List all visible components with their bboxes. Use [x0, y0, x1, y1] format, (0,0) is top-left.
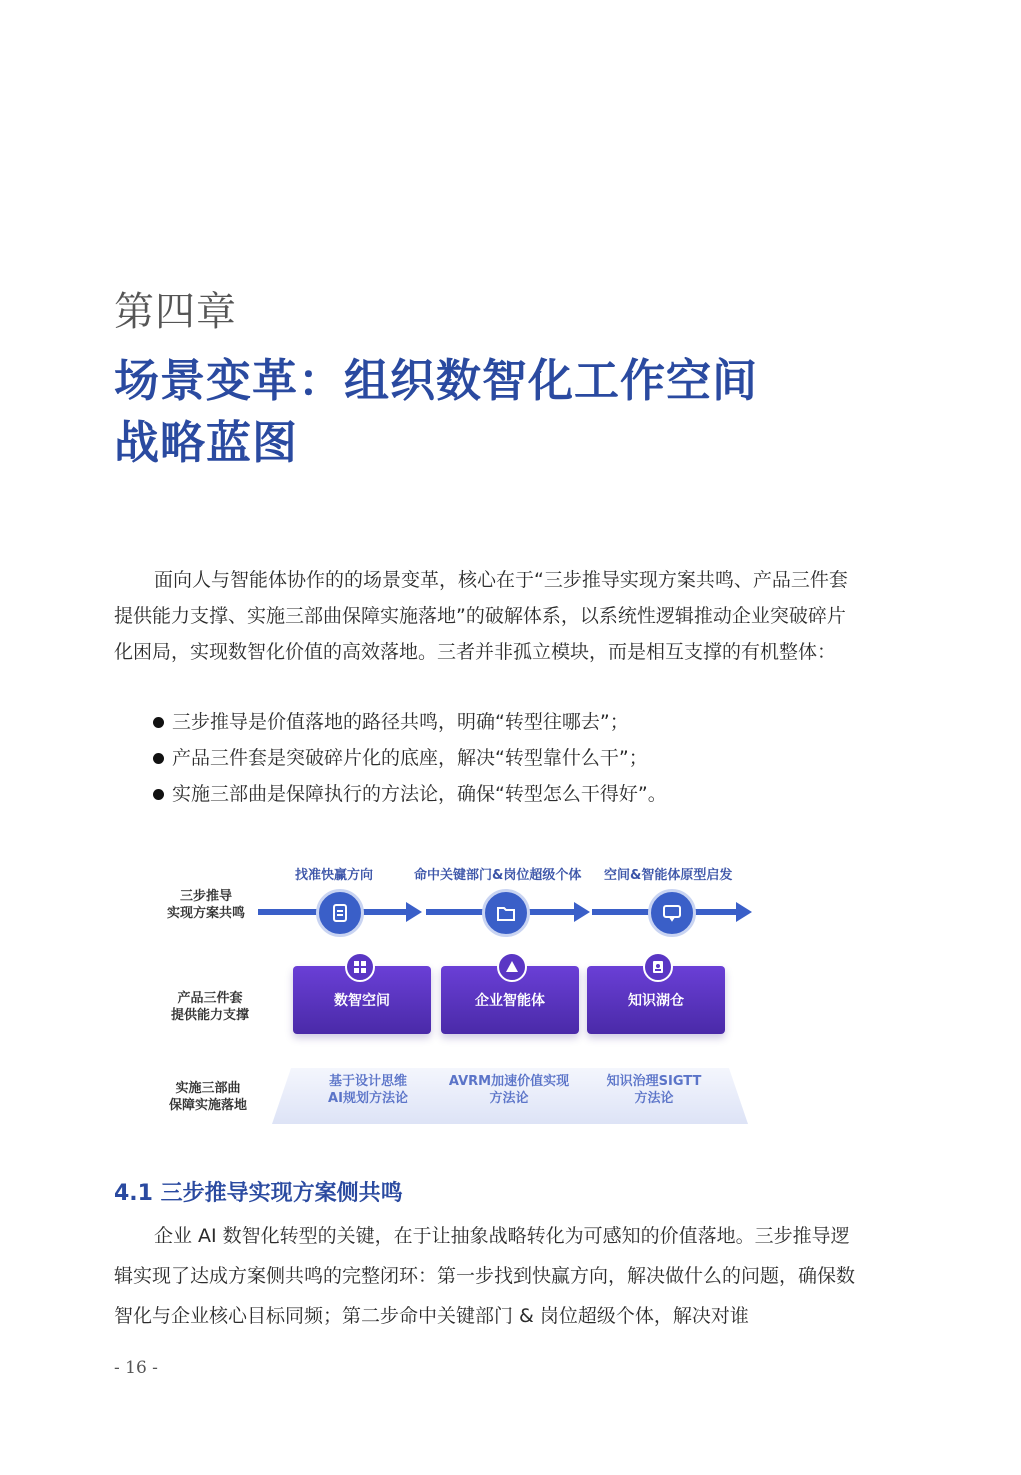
chat-icon	[648, 889, 696, 937]
bullet-text: 产品三件套是突破碎片化的底座，解决“转型靠什么干”；	[172, 747, 648, 769]
bullet-text: 实施三部曲是保障执行的方法论，确保“转型怎么干得好”。	[172, 783, 667, 805]
method-line: AI规划方法论	[328, 1091, 408, 1106]
row-label-line: 实现方案共鸣	[166, 906, 245, 921]
bullet-list	[153, 704, 667, 812]
row-label-implementation	[158, 1080, 258, 1114]
row-label-line: 产品三件套	[177, 991, 243, 1006]
chapter-label: 第四章	[114, 289, 237, 335]
method-line: 基于设计思维	[328, 1074, 407, 1089]
method-avrm	[444, 1073, 574, 1107]
product-card-label: 数智空间	[334, 993, 390, 1009]
intro-paragraph: 面向人与智能体协作的的场景变革，核心在于“三步推导实现方案共鸣、产品三件套提供能力支撑、实施三部曲保障实施落地”的破解体系，以系统性逻辑推动企业突破碎片化困局，实现数智化价值的高效落地。三者并非孤立模块，而是相互支撑的有机整体：	[114, 569, 848, 663]
strategy-diagram	[150, 850, 770, 1140]
chapter-title-line1: 场景变革：组织数智化工作空间	[114, 354, 759, 407]
section-heading: 4.1 三步推导实现方案侧共鸣	[114, 1181, 403, 1206]
arrow-head-icon	[406, 902, 422, 922]
product-card-label: 知识湖仓	[628, 993, 684, 1009]
method-line: AVRM加速价值实现	[448, 1074, 570, 1089]
product-card-label: 企业智能体	[475, 993, 545, 1009]
chapter-title-line2: 战略蓝图	[114, 416, 299, 469]
row-label-line: 实施三部曲	[175, 1081, 241, 1096]
arrow-head-icon	[574, 902, 590, 922]
row-label-three-steps	[156, 888, 256, 922]
step-label-prototype: 空间&智能体原型启发	[604, 868, 733, 883]
row-label-line: 保障实施落地	[168, 1098, 247, 1113]
method-design-thinking	[303, 1073, 433, 1107]
bullet-dot-icon	[153, 789, 164, 800]
row-label-product-kit	[160, 990, 260, 1024]
chapter-title	[114, 350, 758, 474]
bullet-item	[153, 740, 667, 776]
method-sigtt	[589, 1073, 719, 1107]
agent-icon	[497, 952, 527, 982]
page-number: - 16 -	[114, 1358, 158, 1378]
bullet-item	[153, 776, 667, 812]
arrow-head-icon	[736, 902, 752, 922]
folder-icon	[482, 889, 530, 937]
bullet-dot-icon	[153, 717, 164, 728]
row-label-line: 三步推导	[179, 889, 232, 904]
step-label-quick-win: 找准快赢方向	[295, 868, 374, 883]
document-icon	[316, 889, 364, 937]
method-line: 方法论	[489, 1091, 529, 1106]
grid-icon	[345, 952, 375, 982]
bullet-dot-icon	[153, 753, 164, 764]
step-label-key-department: 命中关键部门&岗位超级个体	[414, 868, 582, 883]
method-line: 方法论	[634, 1091, 674, 1106]
method-line: 知识治理SIGTT	[606, 1074, 702, 1089]
row-label-line: 提供能力支撑	[170, 1008, 249, 1023]
bullet-item	[153, 704, 667, 740]
section-body: 企业 AI 数智化转型的关键，在于让抽象战略转化为可感知的价值落地。三步推导逻辑实现了达成方案侧共鸣的完整闭环：第一步找到快赢方向，解决做什么的问题，确保数智化与企业核心目标同频；第二步命中关键部门 & 岗位超级个体，解决对谁	[114, 1225, 856, 1327]
person-icon	[643, 952, 673, 982]
bullet-text: 三步推导是价值落地的路径共鸣，明确“转型往哪去”；	[172, 711, 629, 733]
